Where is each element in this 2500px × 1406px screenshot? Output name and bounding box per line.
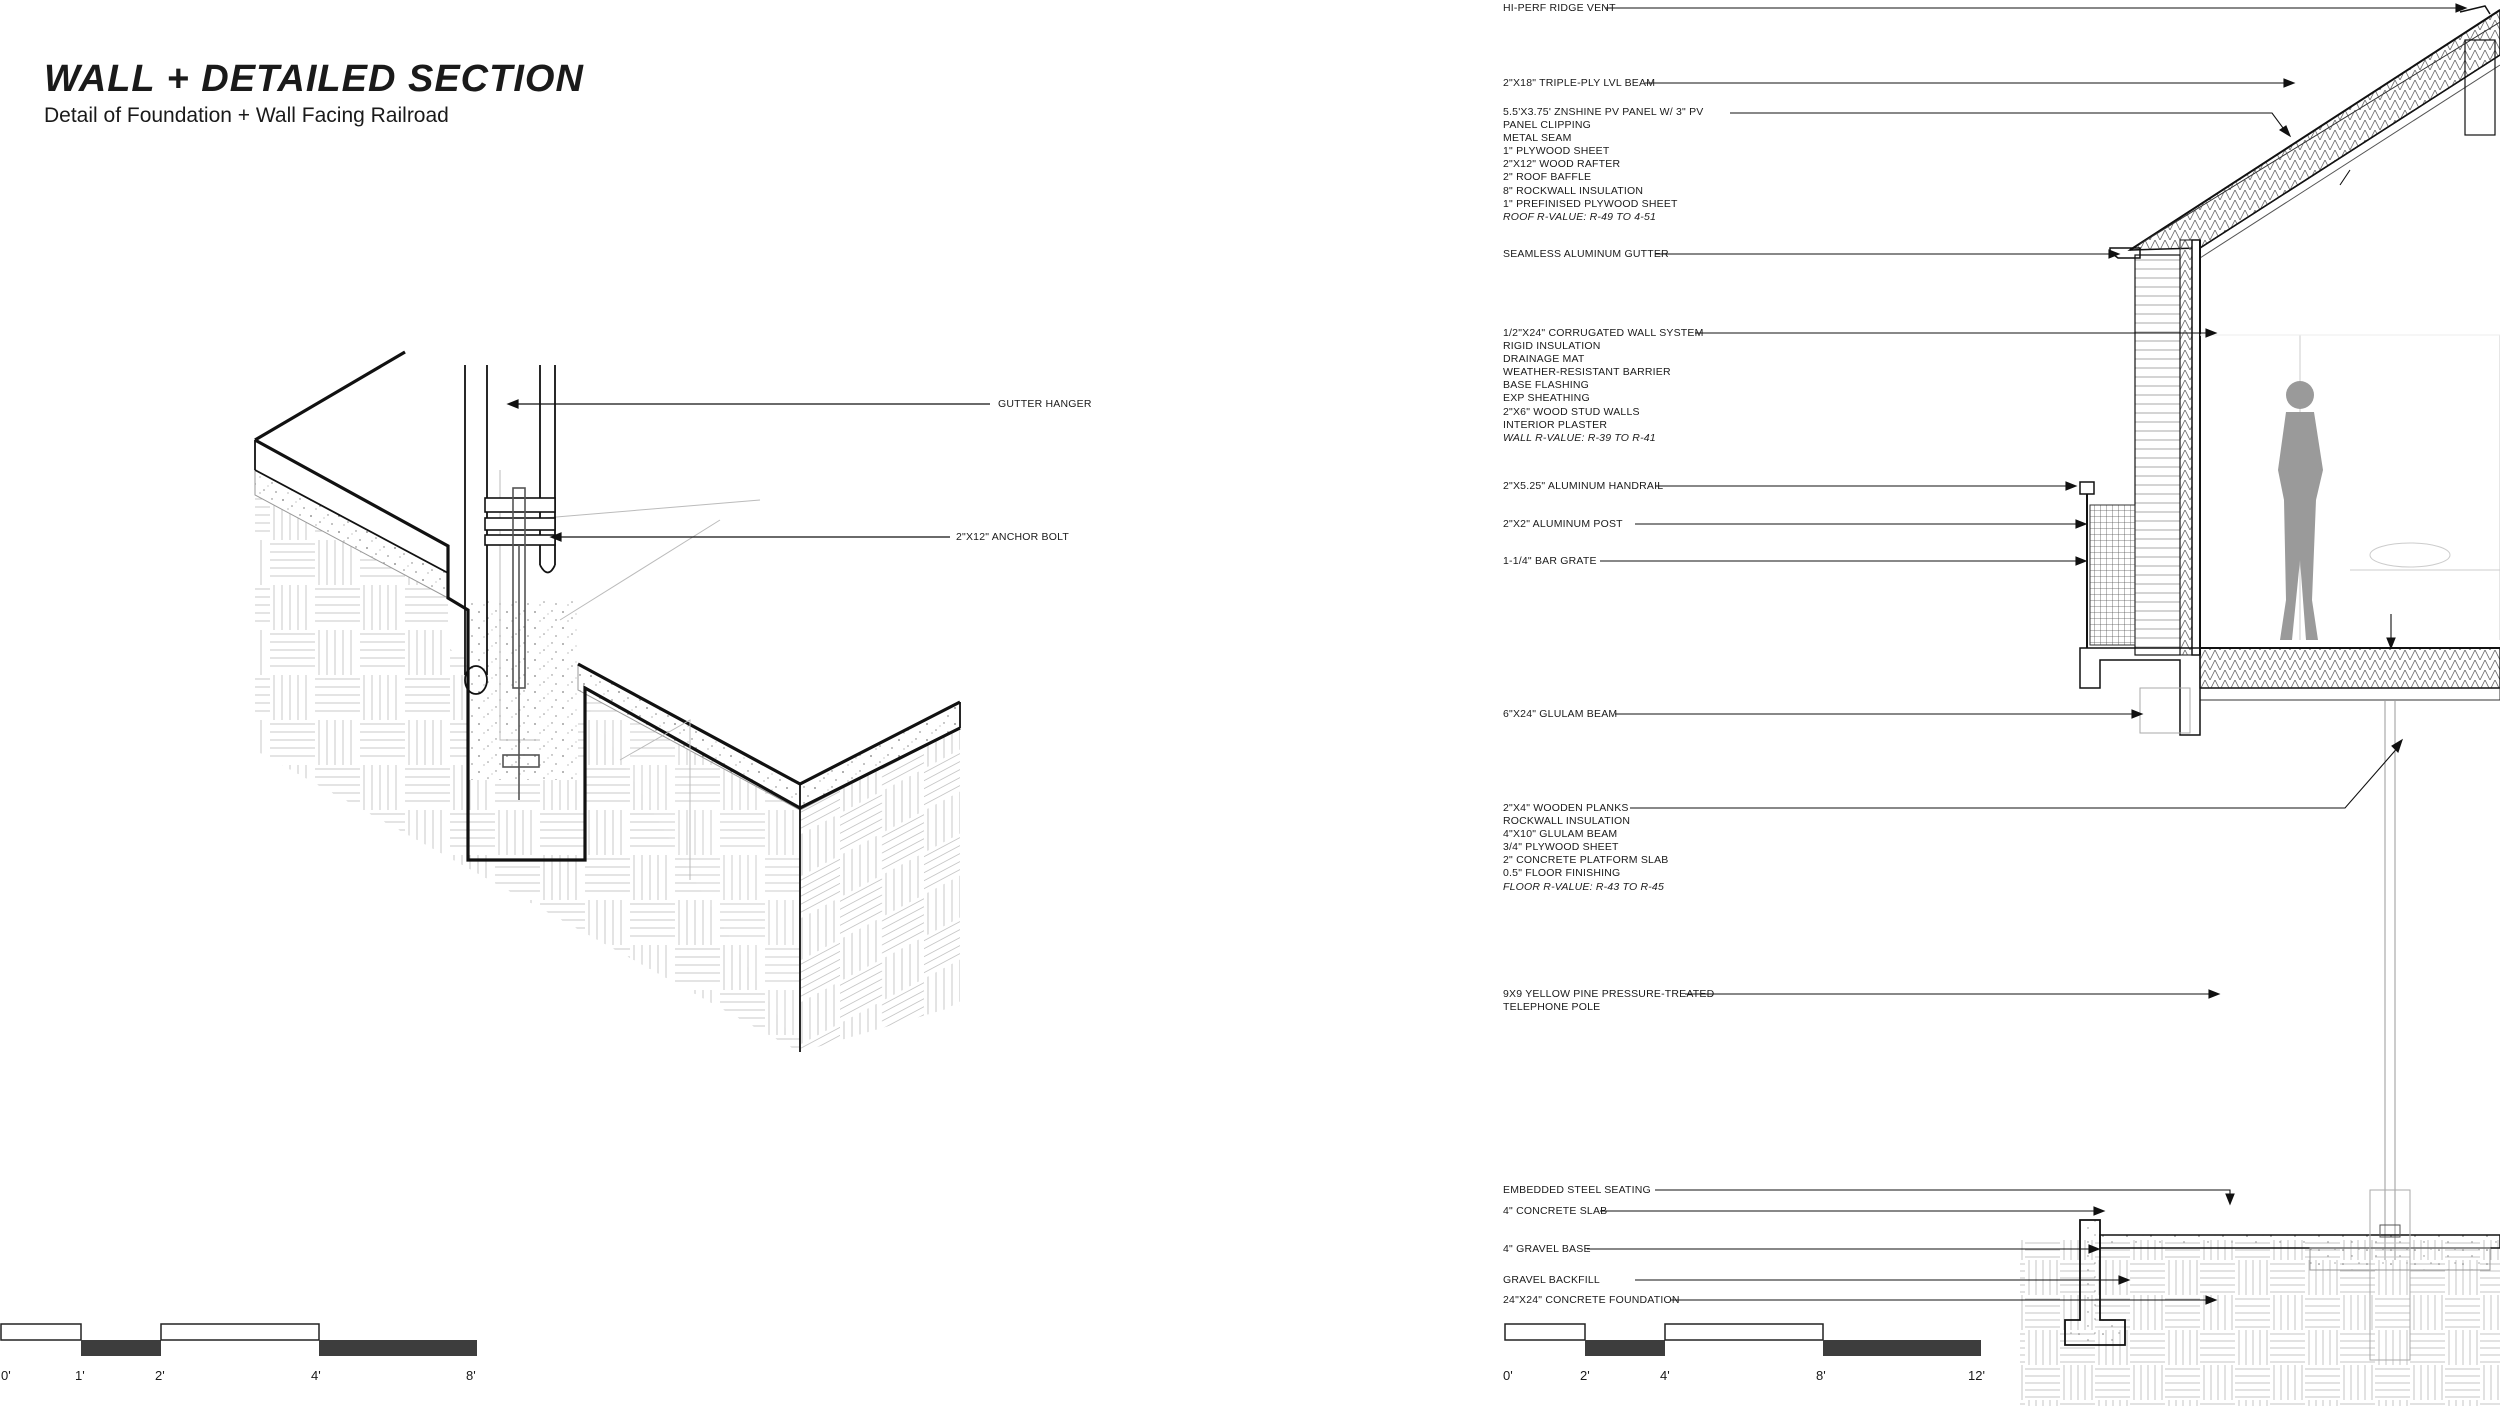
- callout-glulam-beam: 6"X24" GLULAM BEAM: [1503, 708, 1618, 720]
- scale-left-2: 2': [155, 1368, 165, 1383]
- scale-right-12: 12': [1968, 1368, 1985, 1383]
- callout-gravel-base: 4" GRAVEL BASE: [1503, 1243, 1591, 1255]
- scale-right-0: 0': [1503, 1368, 1513, 1383]
- callout-telephone-pole: 9X9 YELLOW PINE PRESSURE-TREATED TELEPHONE POLE: [1503, 988, 1715, 1014]
- scale-left-1: 1': [75, 1368, 85, 1383]
- sheet-subtitle: Detail of Foundation + Wall Facing Railroad: [44, 104, 449, 127]
- callout-floor-assembly: 2"X4" WOODEN PLANKS ROCKWALL INSULATION 4"X10" GLULAM BEAM 3/4" PLYWOOD SHEET 2" CONCRETE PLATFORM SLAB 0.5" FLOOR FINISHING FLOOR R-VALUE: R-43 TO R-45: [1503, 802, 1669, 893]
- callout-concrete-foundation: 24"X24" CONCRETE FOUNDATION: [1503, 1294, 1680, 1306]
- callout-gutter-hanger: GUTTER HANGER: [998, 398, 1092, 410]
- callout-gravel-backfill: GRAVEL BACKFILL: [1503, 1274, 1600, 1286]
- callout-concrete-slab: 4" CONCRETE SLAB: [1503, 1205, 1608, 1217]
- callout-bar-grate: 1-1/4" BAR GRATE: [1503, 555, 1597, 567]
- callout-anchor-bolt: 2"X12" ANCHOR BOLT: [956, 531, 1069, 543]
- callout-lvl-beam: 2"X18" TRIPLE-PLY LVL BEAM: [1503, 77, 1656, 89]
- scale-bar-left: [0, 1320, 500, 1360]
- scale-left-8: 8': [466, 1368, 476, 1383]
- callout-handrail: 2"X5.25" ALUMINUM HANDRAIL: [1503, 480, 1664, 492]
- callout-wall-assembly: 1/2"X24" CORRUGATED WALL SYSTEM RIGID INSULATION DRAINAGE MAT WEATHER-RESISTANT BARRIER BASE FLASHING EXP SHEATHING 2"X6" WOOD STUD WALLS INTERIOR PLASTER WALL R-VALUE: R-39 TO R-41: [1503, 327, 1704, 444]
- scale-right-8: 8': [1816, 1368, 1826, 1383]
- callout-steel-seating: EMBEDDED STEEL SEATING: [1503, 1184, 1651, 1196]
- sheet-title: WALL + DETAILED SECTION: [44, 58, 584, 100]
- callout-gutter: SEAMLESS ALUMINUM GUTTER: [1503, 248, 1669, 260]
- callout-post: 2"X2" ALUMINUM POST: [1503, 518, 1623, 530]
- scale-left-0: 0': [1, 1368, 11, 1383]
- scale-bar-right: [1500, 1320, 2000, 1360]
- scale-left-4: 4': [311, 1368, 321, 1383]
- callout-ridge-vent: HI-PERF RIDGE VENT: [1503, 2, 1616, 14]
- scale-right-4: 4': [1660, 1368, 1670, 1383]
- scale-right-2: 2': [1580, 1368, 1590, 1383]
- callout-roof-assembly: 5.5'X3.75' ZNSHINE PV PANEL W/ 3" PV PANEL CLIPPING METAL SEAM 1" PLYWOOD SHEET 2"X12" WOOD RAFTER 2" ROOF BAFFLE 8" ROCKWALL INSULATION 1" PREFINISED PLYWOOD SHEET ROOF R-VALUE: R-49 TO 4-51: [1503, 106, 1704, 223]
